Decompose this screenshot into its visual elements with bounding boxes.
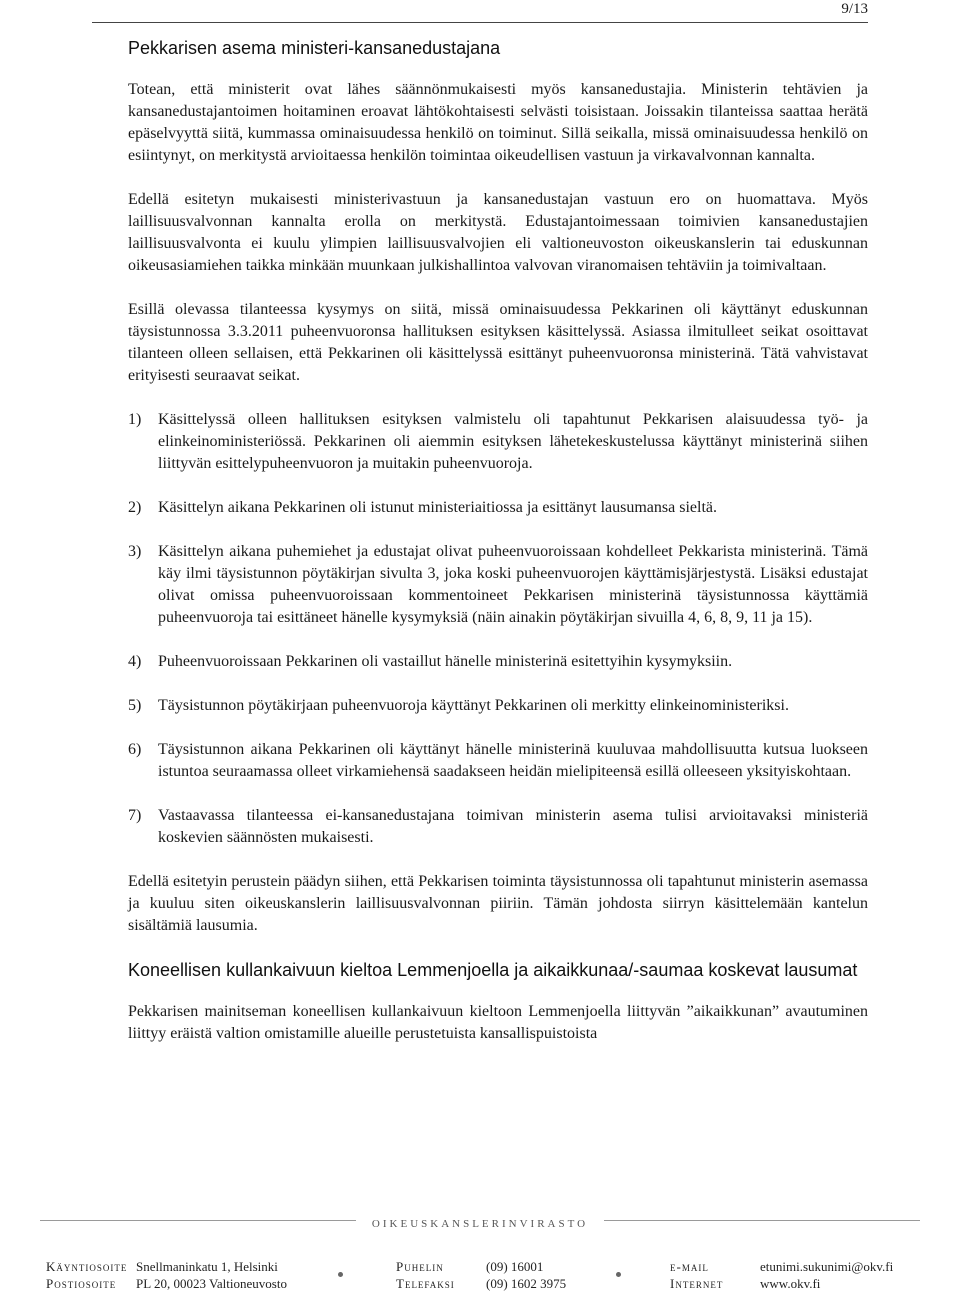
list-text: Täysistunnon pöytäkirjaan puheenvuoroja käyttänyt Pekkarinen oli merkitty elinkeinoministeriksi. <box>158 697 789 714</box>
numbered-list <box>128 409 868 849</box>
phone-number: (09) 16001 <box>486 1259 544 1274</box>
list-number: 1) <box>128 411 142 428</box>
list-item <box>128 409 868 475</box>
list-item <box>128 695 868 717</box>
page-number: 9/13 <box>841 1 868 17</box>
email-address: etunimi.sukunimi@okv.fi <box>760 1259 894 1274</box>
list-item <box>128 497 868 519</box>
header-rule <box>92 22 868 23</box>
document-body <box>128 36 868 1067</box>
list-number: 6) <box>128 741 142 758</box>
bullet-icon <box>338 1272 343 1277</box>
list-item <box>128 651 868 673</box>
fax-number: (09) 1602 3975 <box>486 1276 567 1291</box>
section-heading-gold-mining: Koneellisen kullankaivuun kieltoa Lemmenjoella ja aikaikkunaa/-saumaa koskevat lausumat <box>128 960 858 980</box>
list-text: Käsittelyssä olleen hallituksen esityksen valmistelu oli tapahtunut Pekkarisen alaisuudessa työ- ja elinkeinoministeriössä. Pekkarinen oli aiemmin esityksen lähetekeskustelussa käyttänyt ministerinä siihen liittyvän esittelypuheenvuoron ja muitakin puheenvuoroja. <box>158 411 868 472</box>
fax-label: Telefaksi <box>396 1276 455 1291</box>
list-number: 4) <box>128 653 142 670</box>
agency-name <box>0 1214 960 1232</box>
email-label: e-mail <box>670 1259 709 1274</box>
list-text: Käsittelyn aikana puhemiehet ja edustajat olivat puheenvuoroissaan kohdelleet Pekkarista ministerinä. Tämä käy ilmi täysistunnon pöytäkirjan sivulta 3, joka koski puheenvuorojen käyttämisjärjestystä. Lisäksi edustajat olivat omissa puheenvuoroissaan kommentoineet Pekkarisen ministerinä täysistunnossa käyttämiä puheenvuoroja tai esittäneet hänelle kysymyksiä (näin ainakin pöytäkirjan sivuilla 4, 6, 8, 9, 11 ja 15). <box>158 543 868 626</box>
website-url: www.okv.fi <box>760 1276 821 1291</box>
list-number: 5) <box>128 697 142 714</box>
postal-address: PL 20, 00023 Valtioneuvosto <box>136 1276 287 1291</box>
section-heading-minister-status: Pekkarisen asema ministeri-kansanedustajana <box>128 38 501 58</box>
body-paragraph: Esillä olevassa tilanteessa kysymys on siitä, missä ominaisuudessa Pekkarinen oli käyttänyt eduskunnan täysistunnossa 3.3.2011 puheenvuoronsa hallituksen esityksen käsittelyssä. Asiassa ilmitulleet seikat osoittavat tilanteen olleen sellaisen, että Pekkarinen oli käsittelyssä esittänyt puheenvuoronsa ministerinä. Tätä vahvistavat erityisesti seuraavat seikat. <box>128 301 868 384</box>
body-paragraph: Totean, että ministerit ovat lähes säännönmukaisesti myös kansanedustajia. Ministerin tehtävien ja kansanedustajantoimen hoitaminen eroavat lähtökohtaisesti selvästi toisistaan. Joissakin tilanteissa saattaa herätä epäselvyyttä siitä, kummassa ominaisuudessa henkilö on toiminut. Sillä seikalla, missä ominaisuudessa henkilö on esiintynyt, on merkitystä arvioitaessa henkilön toimintaa oikeudellisen vastuun ja virkavalvonnan kannalta. <box>128 81 868 164</box>
agency-name-text: OIKEUSKANSLERINVIRASTO <box>356 1218 604 1230</box>
list-item <box>128 805 868 849</box>
list-number: 2) <box>128 499 142 516</box>
bullet-icon <box>616 1272 621 1277</box>
list-number: 3) <box>128 543 142 560</box>
list-item <box>128 739 868 783</box>
body-paragraph: Edellä esitetyn mukaisesti ministerivastuun ja kansanedustajan vastuun ero on huomattava. Myös laillisuusvalvonnan kannalta erolla on merkitystä. Edustajantoimessaan toimivien kansanedustajien laillisuusvalvonta ei kuulu ylimpien laillisuusvalvojien eli valtioneuvoston oikeuskanslerin tai eduskunnan oikeusasiamiehen taikka minkään muunkaan julkishallintoa valvovan viranomaisen tehtäviin ja toimivaltaan. <box>128 191 868 274</box>
postal-address-label: Postiosoite <box>46 1276 117 1291</box>
list-text: Täysistunnon aikana Pekkarinen oli käyttänyt hänelle ministerinä kuuluvaa mahdollisuutta kutsua luokseen istuntoa seuraamassa olleet virkamiehensä saadakseen heidän mielipiteensä esillä olleeseen yksityiskohtaan. <box>158 741 868 780</box>
list-text: Puheenvuoroissaan Pekkarinen oli vastaillut hänelle ministerinä esitettyihin kysymyksiin. <box>158 653 733 670</box>
list-number: 7) <box>128 807 142 824</box>
list-text: Käsittelyn aikana Pekkarinen oli istunut ministeriaitiossa ja esittänyt lausumansa sieltä. <box>158 499 717 516</box>
body-paragraph: Pekkarisen mainitseman koneellisen kullankaivuun kieltoon Lemmenjoella liittyvän ”aikaikkunan” avautuminen liittyy eräistä valtion omistamille alueille perustetuista kansallispuistoista <box>128 1003 868 1042</box>
visit-address-label: Käyntiosoite <box>46 1259 128 1274</box>
internet-label: Internet <box>670 1276 724 1291</box>
phone-label: Puhelin <box>396 1259 444 1274</box>
list-text: Vastaavassa tilanteessa ei-kansanedustajana toimivan ministerin asema tulisi arvioitavaksi ministeriä koskevien säännösten mukaisesti. <box>158 807 868 846</box>
visit-address: Snellmaninkatu 1, Helsinki <box>136 1259 278 1274</box>
body-paragraph: Edellä esitetyin perustein päädyn siihen, että Pekkarisen toiminta täysistunnossa oli tapahtunut ministerin asemassa ja kuuluu siten oikeuskanslerin laillisuusvalvonnan piiriin. Tämän johdosta siirryn käsittelemään kantelun sisältämiä lausumia. <box>128 873 868 934</box>
list-item <box>128 541 868 629</box>
